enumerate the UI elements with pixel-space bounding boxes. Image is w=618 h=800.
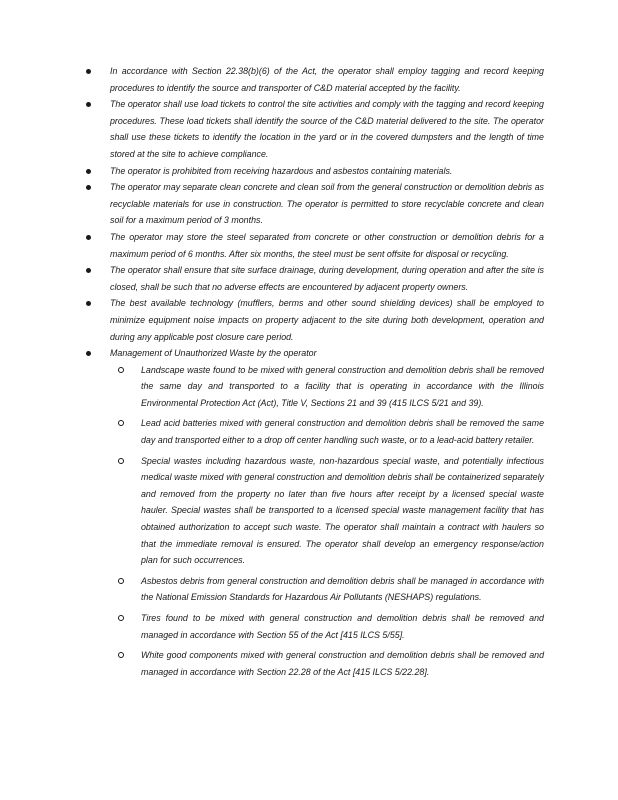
sub-list-item-text: Asbestos debris from general construction and demolition debris shall be managed in accordance with the National Emission Standards for Hazardous Air Pollutants (NESHAPS) regulations. [141,575,544,603]
bullet-icon [86,235,91,240]
list-item [86,96,544,162]
list-item-text: The operator may store the steel separated from concrete or other construction or demolition debris for a maximum period of 6 months. After six months, the steel must be sent offsite for disposal or recycling. [110,231,544,259]
sub-list-item [86,453,544,569]
sub-list-item-text: White good components mixed with general construction and demolition debris shall be removed and managed in accordance with Section 22.28 of the Act [415 ILCS 5/22.28]. [141,650,544,677]
list-item [86,295,544,345]
sub-list-item [86,647,544,680]
circle-bullet-icon [118,367,124,373]
list-item [86,345,544,362]
list-item-text: In accordance with Section 22.38(b)(6) of the Act, the operator shall employ tagging and record keeping procedures to identify the source and transporter of C&D material accepted by the facility. [110,66,544,93]
bullet-icon [86,351,91,356]
list-item-text: Management of Unauthorized Waste by the operator [110,348,317,359]
bullet-icon [86,169,91,174]
circle-bullet-icon [118,458,124,464]
sub-list-item [86,610,544,643]
bullet-icon [86,185,91,190]
sub-list-item [86,573,544,606]
sub-list-item [86,415,544,448]
sub-list-item-text: Special wastes including hazardous waste, non-hazardous special waste, and potentially infectious medical waste mixed with general construction and demolition debris shall be containerized separately and removed from the property no later than five hours after receipt by a licensed special waste hauler. Special wastes shall be transported to a licensed special waste management facility that has obtained authorization to accept such waste. The operator shall maintain a contract with haulers so that the immediate removal is ensured. The operator shall develop an emergency response/action plan for such occurrences. [141,455,544,566]
list-item-text: The operator is prohibited from receiving hazardous and asbestos containing materials. [110,165,453,176]
sub-list-item-text: Tires found to be mixed with general construction and demolition debris shall be removed and managed in accordance with Section 55 of the Act [415 ILCS 5/55]. [141,613,544,640]
list-item-text: The operator may separate clean concrete and clean soil from the general construction or demolition debris as recyclable materials for use in construction. The operator is permitted to store recyclable concrete and clean soil for a maximum period of 3 months. [110,182,544,226]
bullet-icon [86,268,91,273]
list-item [86,163,544,180]
list-item-text: The operator shall ensure that site surface drainage, during development, during operation and after the site is closed, shall be such that no adverse effects are encountered by adjacent property owners. [110,265,544,292]
circle-bullet-icon [118,420,124,426]
circle-bullet-icon [118,615,124,621]
list-item [86,179,544,229]
sub-list [86,362,544,681]
list-item [86,229,544,262]
bullet-icon [86,69,91,74]
sub-list-item-text: Lead acid batteries mixed with general construction and demolition debris shall be removed the same day and transported either to a drop off center handling such waste, or to a lead-acid battery retailer. [141,418,544,446]
sub-list-item-text: Landscape waste found to be mixed with general construction and demolition debris shall be removed the same day and transported to a facility that is operating in accordance with the Illinois Environmental Protection Act (Act), Title V, Sections 21 and 39 (415 ILCS 5/21 and 39). [141,364,544,408]
document-body [86,63,544,680]
list-item-text: The best available technology (mufflers, berms and other sound shielding devices) shall be employed to minimize equipment noise impacts on property adjacent to the site during both development, operation and during any applicable post closure care period. [110,298,544,342]
circle-bullet-icon [118,652,124,658]
list-item [86,63,544,96]
bullet-icon [86,102,91,107]
circle-bullet-icon [118,578,124,584]
list-item [86,262,544,295]
list-item-text: The operator shall use load tickets to control the site activities and comply with the tagging and record keeping procedures. These load tickets shall identify the source of the C&D material delivered to the site. The operator shall use these tickets to identify the location in the yard or in the covered dumpsters and the length of time stored at the site to achieve compliance. [110,99,544,159]
sub-list-item [86,362,544,412]
bullet-icon [86,301,91,306]
